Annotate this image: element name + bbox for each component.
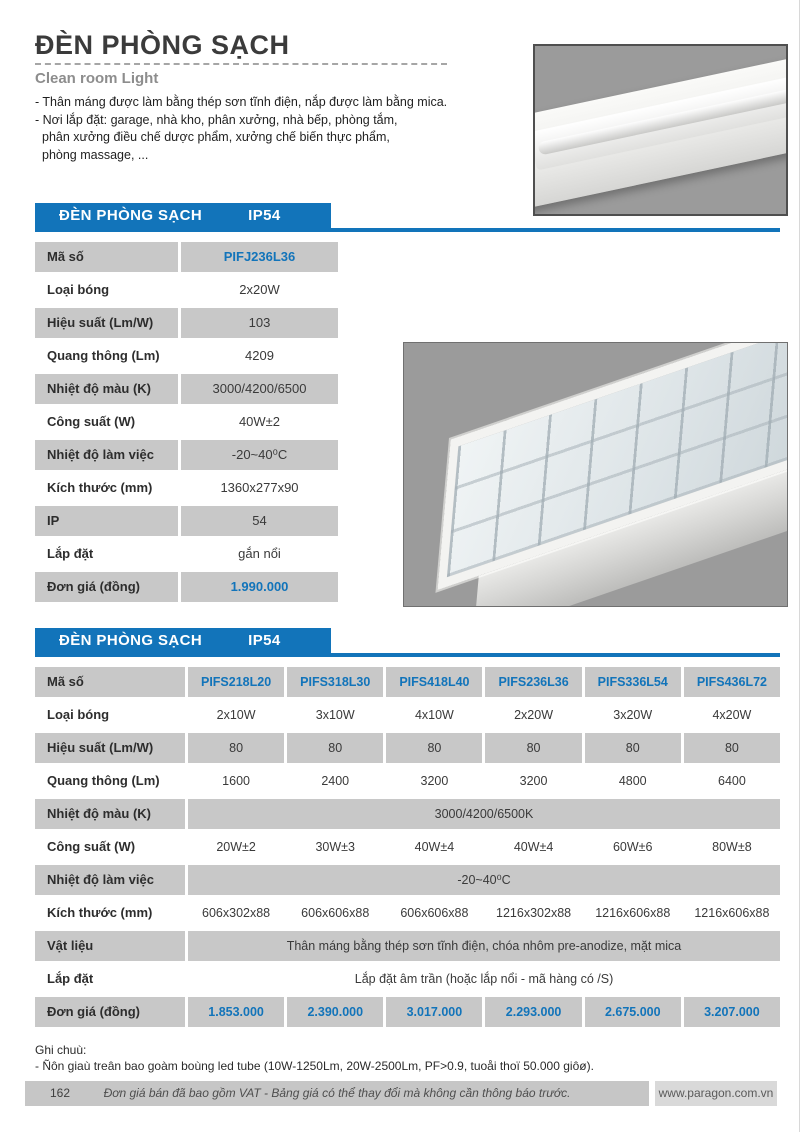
description-line: - Thân máng được làm bằng thép sơn tĩnh điện, nắp được làm bằng mica. xyxy=(35,95,448,109)
batten-fixture-shape xyxy=(533,55,788,209)
table-row: Vật liệu Thân máng bằng thép sơn tĩnh điện, chóa nhôm pre-anodize, mặt mica xyxy=(35,931,780,961)
model-code: PIFS218L20 xyxy=(188,667,284,697)
table-row: Lắp đặt gắn nổi xyxy=(35,539,338,569)
price-value: 2.293.000 xyxy=(485,997,581,1027)
section1-header xyxy=(35,203,780,229)
model-code: PIFS336L54 xyxy=(585,667,681,697)
footer-bar xyxy=(25,1081,649,1106)
table-row: IP 54 xyxy=(35,506,338,536)
section2-header xyxy=(35,628,780,654)
product-photo-batten-fixture xyxy=(533,44,788,216)
model-code: PIFS318L30 xyxy=(287,667,383,697)
product-description xyxy=(35,94,515,164)
table-row: Quang thông (Lm) 4209 xyxy=(35,341,338,371)
product-photo-troffer-fixture xyxy=(403,342,788,607)
footer-disclaimer: Đơn giá bán đã bao gồm VAT - Bảng giá có thể thay đổi mà không cần thông báo trước. xyxy=(103,1086,571,1100)
page-subtitle: Clean room Light xyxy=(35,70,159,87)
table-row: Nhiệt độ làm việc -20~40⁰C xyxy=(35,865,780,895)
page-title: ĐÈN PHÒNG SẠCH xyxy=(35,30,290,60)
price-value: 2.675.000 xyxy=(585,997,681,1027)
description-line: phòng massage, ... xyxy=(42,147,149,162)
footer-website: www.paragon.com.vn xyxy=(655,1081,777,1106)
table-row: Công suất (W) 20W±2 30W±3 40W±4 40W±4 60W±6 80W±8 xyxy=(35,832,780,862)
table-row: Đơn giá (đồng) 1.853.000 2.390.000 3.017.000 2.293.000 2.675.000 3.207.000 xyxy=(35,997,780,1027)
spec-table-pifj xyxy=(35,242,338,605)
troffer-fixture-shape xyxy=(422,342,788,607)
price-value: 3.207.000 xyxy=(684,997,780,1027)
page-number: 162 xyxy=(50,1086,71,1100)
table-row: Kích thước (mm) 1360x277x90 xyxy=(35,473,338,503)
table-row: Nhiệt độ làm việc -20~40⁰C xyxy=(35,440,338,470)
description-line: - Nơi lắp đặt: garage, nhà kho, phân xưởng, nhà bếp, phòng tắm, xyxy=(35,112,398,127)
table-row: Nhiệt độ màu (K) 3000/4200/6500 xyxy=(35,374,338,404)
section1-ip-rating: IP54 xyxy=(248,207,281,224)
table-header-row: Mã số PIFS218L20 PIFS318L30 PIFS418L40 PIFS236L36 PIFS336L54 PIFS436L72 xyxy=(35,667,780,697)
table-row: Kích thước (mm) 606x302x88 606x606x88 606x606x88 1216x302x88 1216x606x88 1216x606x88 xyxy=(35,898,780,928)
table-row: Hiệu suất (Lm/W) 80 80 80 80 80 80 xyxy=(35,733,780,763)
section1-header-bar xyxy=(35,203,331,229)
section2-header-bar xyxy=(35,628,331,654)
table-row: Loại bóng 2x20W xyxy=(35,275,338,305)
footnote-title: Ghi chuù: xyxy=(35,1043,87,1057)
price-value: 2.390.000 xyxy=(287,997,383,1027)
model-code: PIFJ236L36 xyxy=(181,242,338,272)
table-row: Lắp đặt Lắp đặt âm trần (hoặc lắp nổi - mã hàng có /S) xyxy=(35,964,780,994)
price-value: 1.853.000 xyxy=(188,997,284,1027)
table-row: Mã số PIFJ236L36 xyxy=(35,242,338,272)
footnote-line: - Ñôn giaù treân bao goàm boùng led tube (10W-1250Lm, 20W-2500Lm, PF>0.9, tuoåi thoï 50.000 giôø). xyxy=(35,1059,594,1073)
table-row: Đơn giá (đồng) 1.990.000 xyxy=(35,572,338,602)
model-code: PIFS436L72 xyxy=(684,667,780,697)
table-row: Loại bóng 2x10W 3x10W 4x10W 2x20W 3x20W 4x20W xyxy=(35,700,780,730)
title-divider xyxy=(35,63,447,65)
table-row: Quang thông (Lm) 1600 2400 3200 3200 4800 6400 xyxy=(35,766,780,796)
spec-table-pifs xyxy=(35,667,780,1030)
model-code: PIFS418L40 xyxy=(386,667,482,697)
section1-title: ĐÈN PHÒNG SẠCH xyxy=(59,207,203,224)
table-row: Hiệu suất (Lm/W) 103 xyxy=(35,308,338,338)
table-row: Công suất (W) 40W±2 xyxy=(35,407,338,437)
footnotes xyxy=(35,1042,594,1074)
price-value: 1.990.000 xyxy=(181,572,338,602)
section2-title: ĐÈN PHÒNG SẠCH xyxy=(59,632,203,649)
description-line: phân xưởng điều chế dược phẩm, xưởng chế biến thực phẩm, xyxy=(42,130,390,144)
model-code: PIFS236L36 xyxy=(485,667,581,697)
section2-ip-rating: IP54 xyxy=(248,632,281,649)
table-row: Nhiệt độ màu (K) 3000/4200/6500K xyxy=(35,799,780,829)
price-value: 3.017.000 xyxy=(386,997,482,1027)
